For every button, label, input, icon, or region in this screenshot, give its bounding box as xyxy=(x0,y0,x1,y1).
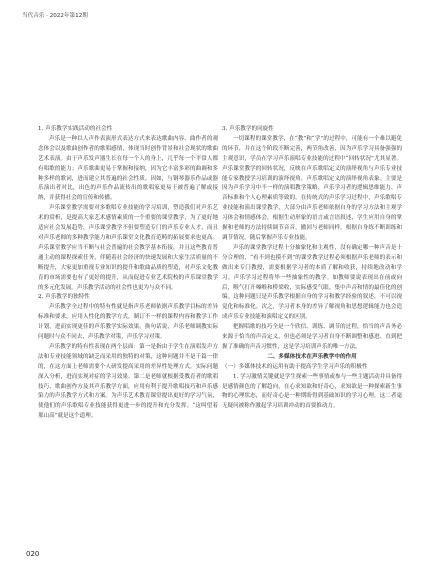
paragraph: 声乐教学的特有性表现在两个层面：第一是指由于学生在演唱发声方法和专业技能领域的缺乏而采用的独特的对策，这种问题并不是千篇一律的，在这方面上老师需要个人研发提高采用的差异性处理方式。实际问题深入分析，进而实现对症的学习效果。第二是老师就根据受教育者的歌唱技巧、歌曲创作方及其声乐教学方面，应用有利于提升歌唱技巧和声乐感染力的声乐教学方式和方案。为声乐艺术教育课堂提出更好的学习气氛，使他们的声乐歌唱专业技能获得更进一步的提升和充分发挥。“这叫望着那山高”就是这个道理。 xyxy=(38,343,218,420)
paragraph: 声乐课堂教学需要对多歌唱专业技能的学习培训，塑造我们对声乐艺术的赏析，是提高大家艺术感情素质的一个重要的课堂教学，为了更好地适应社会发展趋势，声乐课堂教学不但要塑造专门的声乐专业人才，而且对声乐老师的多种教学能力和声乐课堂文化教育范畴的拓展要求也更高。声乐课堂教学应当不断与社会普遍的社会教学基本衔接，并且这些教育普通主动的课程探索任务，伴随着社会经济的快速发展和大家生活质量的不断提升，大家更加重视专业知识的提升和歌曲品质的塑造，对声乐文化教育的市场需要也有了更好的提升，从而促进专业艺术院校的声乐课堂教学的多元化发展。声乐教学活动的社会性也更为与众不同。 xyxy=(38,205,218,291)
paragraph: 声乐的课堂教学过程十分抽象化和主观性，没有确定哪一种声音是十分合理的，“看不到也摸不到”的课堂教学过程必须根据声乐老师的表示和做出来专门教授，需要根据学习者的本质了解和收获，持续地改动和学习。声乐学习过程将毕一些抽象性的教学。如教师要说表现出在前或向后，喉气打开嗓喉和桥梁收，实际感受气眼、集中声音和情的最佳化的创编。这种问题只是声乐教学根据自身的学习和教学经验的叙述，不可以视觉化和标准化。次之，学习者本身的差异了解视角和思想逻辑能力也会造成声乐专业技能和演唱定义的区别。 xyxy=(222,244,402,321)
section-heading-uniqueness: 2. 声乐教学的独特性 xyxy=(38,294,90,301)
right-column xyxy=(222,125,402,412)
section-heading-social: 1. 声乐教学实践活动的社会性 xyxy=(38,126,113,132)
subsection-heading: （一）多媒体技术的运用有助于提高学生学习声乐的积极性 xyxy=(222,363,368,370)
paragraph: 声乐教学全过程中的特有性就是指声乐老师依据声乐教学目标的差异标准和要求，应用人性化的教学方式，制订不一样的课程内容和教学工作计划，进而实现更佳的声乐教学实际效果。换句话说，声乐老师调教实际问题时与众不同去，声乐教学对策，声乐学习对策。 xyxy=(38,304,218,341)
page-number: 020 xyxy=(26,550,40,558)
paragraph: 把握唱歌的技巧全是一个欣信、训练、调节的过程，恰当的声音务必来源于恰当的声音定义，但也必须是学习者自身不断调整和感进、直到把握了准确的声音习惯性，这是学习培训声乐的唯一方法。 xyxy=(222,324,402,350)
paragraph: 声乐是一种以人声作表演形式表达方式来表达歌曲内容、曲作者的观念体会以及歌曲创作者的歌唱感情，体现当时创作背景和社会现状的歌曲艺术表演。由于声乐发声器生长在每一个人的身上，几乎每一个平常人都有唱歌的能力；声乐歌曲更易于掌握和接纳，因为它丰富多彩的曲调和多种多样的歌词，进而建立其普遍的社会性质。因如，与钢琴器乐作品或器乐演出者对比，出色的声乐作品流传出的歌唱家更易于被普遍了解或接纳，并获得社会的宣传和传播。 xyxy=(38,135,218,202)
journal-header: 当代音乐 · 2022年第12期 xyxy=(22,13,88,19)
paragraph: 一切课程的课堂教学，在“教”和“学”的过程中，可能有一个难以避免的环节，并在这个阶段不断完善，两节角改善，因为声乐学习具备强强的主观意识，学员在学习声乐演唱专业技能的过程中“回转状况”尤其显著。声乐课堂教学的回转状况，反映在声乐歌唱定义的演绎视角与声乐专业技能专家教授学习培训的演绎视角。声乐歌唱定义的演绎视角表象。主要是因为声乐学习中不一样的演唱教学策略、声乐学习者的逻辑思维能力、声音标准和个人心理素质等致的。在传统式的声乐学习过程中，声乐歌唱专业技能和演出课堂教学，大部分由声乐老师依据自身的学习方法和主观学习体会和情感体会，根据生动形象的语言或言语叙述，学生应用自身的掌握和老师的方法持续调节音音，撤回与老师同样，根据自身练不断训练和调节情况，随后掌握声乐专业技能。 xyxy=(222,135,402,241)
left-column xyxy=(38,125,218,422)
chapter-heading-multimedia: 二、多媒体技术在声乐教学中的作用 xyxy=(267,353,357,360)
paragraph: 1. 学习激情关键就是学生探索一些事情或参与一些主题活动并具备得是感情颜色的了解趋向，在心求知欲和好奇心，求知欲是一种探索新生事物的心理状态，而好奇心是一种期盼得到基础知识的学习心理。这二者毫无疑问被称作激起学习培训冲动的首要推动力。 xyxy=(222,373,402,410)
section-heading-recurrence: 3. 声乐教学的同旋性 xyxy=(222,126,274,132)
